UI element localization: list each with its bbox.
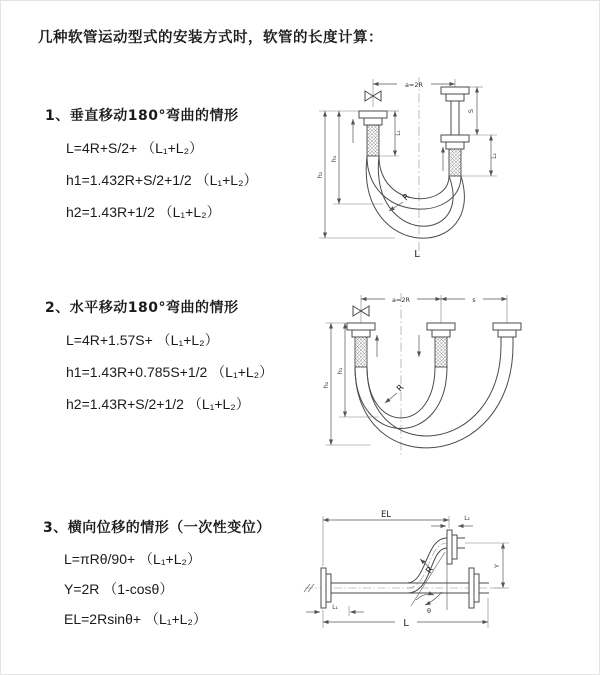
flange-left: [321, 568, 331, 608]
braid-section: [449, 149, 461, 176]
dim-label-span: a=2R: [404, 80, 424, 89]
dim-label-h1: h₁: [336, 367, 344, 375]
section-horizontal-movement: [45, 297, 273, 420]
section2-heading: 2、水平移动180°弯曲的情形: [45, 300, 239, 316]
dim-label-length: L: [414, 249, 420, 260]
dimension-l1: [395, 111, 402, 156]
dim-label-radius: R: [401, 191, 413, 204]
lateral-displacement-diagram: [299, 506, 591, 648]
formula-h2: h2=1.43R+1/2 （L₁+L₂）: [66, 204, 221, 220]
formula-h2: h2=1.43R+S/2+1/2 （L₁+L₂）: [66, 396, 250, 412]
dim-label-span: a=2R: [391, 295, 411, 304]
section3-formulas: [64, 544, 271, 634]
hose-curves: [355, 345, 513, 448]
radius-callout: [385, 383, 406, 403]
dimension-l2: [431, 516, 473, 526]
dim-label-l1: L₁: [396, 130, 402, 136]
dim-label-radius: R: [395, 382, 407, 395]
dimension-span-a2r: [361, 296, 441, 304]
dimension-h1: [330, 111, 339, 204]
braid-section: [367, 125, 379, 156]
dim-label-l: L: [403, 618, 409, 629]
dim-label-l2: L₂: [464, 516, 470, 522]
section3-heading: 3、横向位移的情形（一次性变位）: [43, 520, 271, 536]
braid-section: [355, 337, 367, 367]
dim-label-h1: h₁: [330, 155, 338, 163]
dimension-h2: [322, 323, 331, 445]
dimension-h2: [316, 111, 325, 238]
formula-el: EL=2Rsinθ+ （L₁+L₂）: [64, 611, 207, 627]
formula-length: L=4R+S/2+ （L₁+L₂）: [66, 140, 204, 156]
dim-label-el: EL: [380, 510, 392, 520]
dimension-l: [323, 618, 488, 629]
section2-formulas: [66, 324, 273, 420]
dim-label-y: Y: [493, 564, 501, 568]
dim-label-l1: L₁: [332, 605, 338, 611]
vertical-180-bend-diagram: [309, 71, 571, 261]
dimension-y: [493, 543, 503, 588]
dim-label-s: s: [472, 295, 476, 304]
section-lateral-displacement: [43, 517, 271, 634]
flange-upper-displaced: [447, 530, 465, 564]
formula-h1: h1=1.43R+0.785S+1/2 （L₁+L₂）: [66, 364, 274, 380]
flange-left: [347, 323, 375, 367]
page-title: 几种软管运动型式的安装方式时，软管的长度计算：: [38, 30, 383, 46]
formula-length: L=4R+1.57S+ （L₁+L₂）: [66, 332, 219, 348]
flange-right-displaced: [493, 323, 521, 345]
horizontal-180-bend-diagram: [319, 287, 581, 459]
dim-label-radius: R: [424, 565, 436, 576]
formula-length: L=πRθ/90+ （L₁+L₂）: [64, 551, 201, 567]
flange-left: [359, 111, 387, 156]
dim-label-l2: L₂: [492, 153, 498, 159]
flange-middle: [427, 323, 455, 367]
dimension-l2: [491, 135, 498, 176]
dim-label-theta: θ: [427, 607, 431, 615]
dimension-stroke-s: [441, 296, 507, 304]
flange-right: [441, 87, 469, 176]
formula-y: Y=2R （1-cosθ）: [64, 581, 174, 597]
dim-label-h2: h₂: [322, 381, 330, 389]
dimension-el: [323, 510, 449, 520]
section-vertical-movement: [45, 105, 258, 228]
dim-label-h2: h₂: [316, 171, 324, 179]
dimension-l1: [306, 605, 364, 612]
dim-label-s: S: [467, 108, 475, 114]
dimension-h1: [336, 323, 345, 417]
section1-heading: 1、垂直移动180°弯曲的情形: [45, 108, 239, 124]
formula-h1: h1=1.432R+S/2+1/2 （L₁+L₂）: [66, 172, 258, 188]
section1-formulas: [66, 132, 258, 228]
braid-section: [435, 337, 447, 367]
